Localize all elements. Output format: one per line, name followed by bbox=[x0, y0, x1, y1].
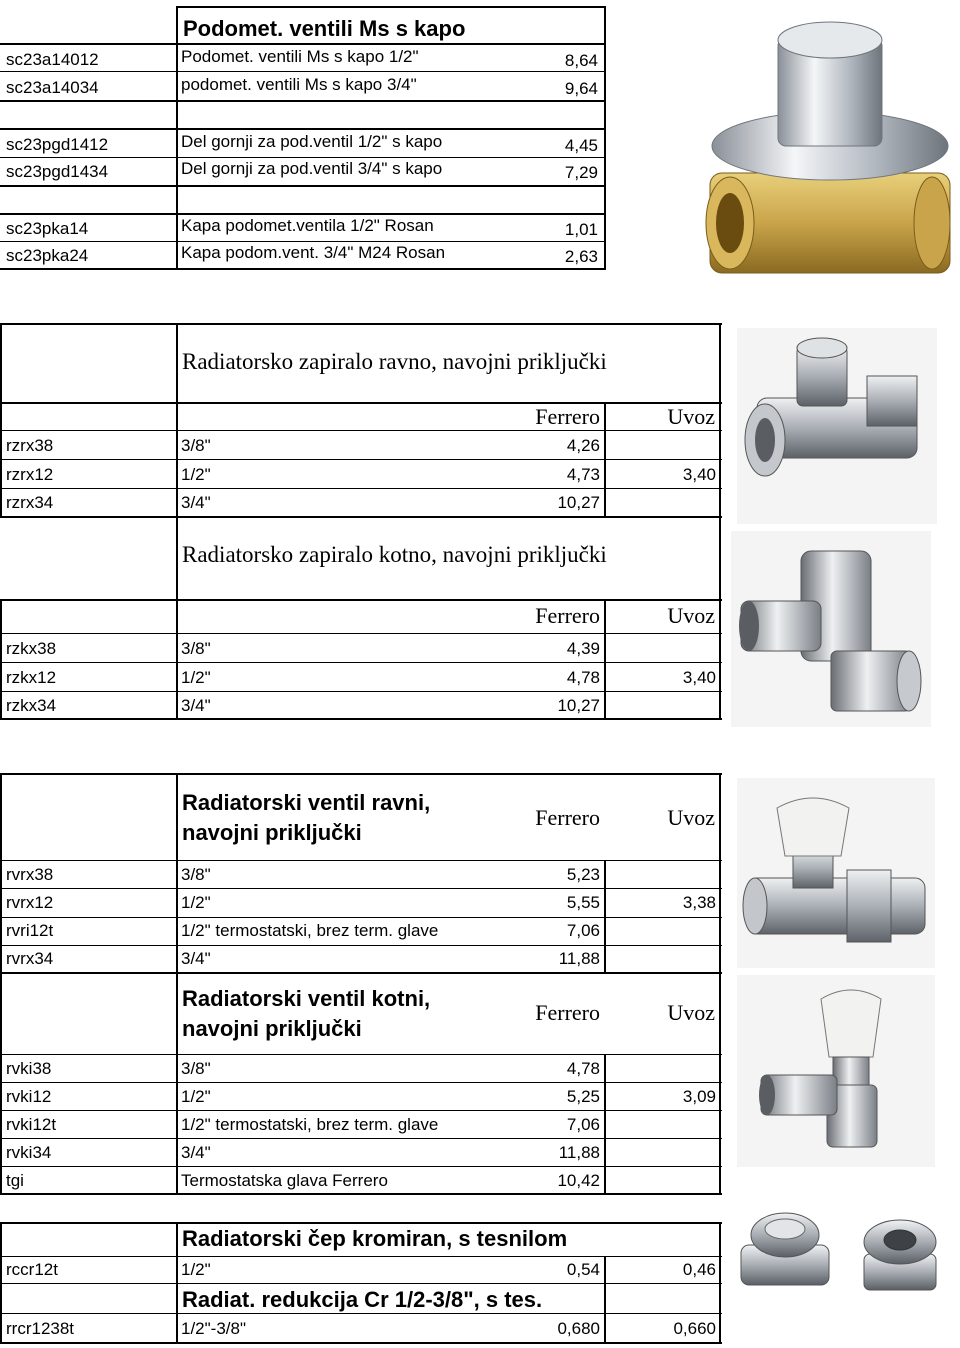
product-code: rvki38 bbox=[6, 1059, 52, 1078]
price-ferrero: 11,88 bbox=[558, 949, 600, 968]
concealed-valve-with-cap-image bbox=[700, 8, 960, 298]
product-desc: 1/2" termostatski, brez term. glave bbox=[181, 1115, 439, 1134]
product-price: 9,64 bbox=[564, 79, 598, 98]
product-code: tgi bbox=[6, 1171, 24, 1190]
column-ferrero: Ferrero bbox=[535, 603, 600, 628]
product-code: rvrx12 bbox=[6, 893, 54, 912]
product-price: 7,29 bbox=[564, 163, 598, 182]
column-ferrero: Ferrero bbox=[535, 805, 600, 830]
block4-title-line2: navojni priključki bbox=[182, 820, 362, 845]
angle-radiator-lockshield-image bbox=[731, 531, 931, 727]
block5-title-line1: Radiatorski ventil kotni, bbox=[182, 986, 431, 1011]
product-code: sc23pgd1412 bbox=[6, 135, 109, 154]
price-uvoz: 3,09 bbox=[682, 1087, 716, 1106]
column-ferrero: Ferrero bbox=[535, 404, 600, 429]
product-desc: 3/4" bbox=[181, 493, 211, 512]
product-code: rzkx12 bbox=[6, 668, 57, 687]
product-desc: 3/8" bbox=[181, 1059, 211, 1078]
radiator-plug-image bbox=[735, 1205, 835, 1295]
product-code: rvrx34 bbox=[6, 949, 54, 968]
angle-radiator-valve-image bbox=[737, 975, 935, 1167]
price-ferrero: 5,25 bbox=[566, 1087, 600, 1106]
straight-radiator-lockshield-image bbox=[737, 328, 937, 524]
price-uvoz: 0,46 bbox=[682, 1260, 716, 1279]
column-ferrero: Ferrero bbox=[535, 1000, 600, 1025]
product-code: rvki12 bbox=[6, 1087, 52, 1106]
product-code: sc23a14012 bbox=[6, 50, 99, 69]
product-code: sc23pka14 bbox=[6, 219, 89, 238]
block6-title: Radiatorski čep kromiran, s tesnilom bbox=[182, 1226, 568, 1251]
product-desc: 1/2" termostatski, brez term. glave bbox=[181, 921, 439, 940]
product-desc: Kapa podom.vent. 3/4" M24 Rosan bbox=[181, 243, 446, 262]
product-code: rzrx12 bbox=[6, 465, 54, 484]
price-ferrero: 10,27 bbox=[557, 493, 600, 512]
product-code: sc23pgd1434 bbox=[6, 162, 109, 181]
product-code: rzkx38 bbox=[6, 639, 57, 658]
product-price: 1,01 bbox=[564, 220, 598, 239]
price-ferrero: 4,78 bbox=[566, 668, 600, 687]
product-desc: 3/4" bbox=[181, 1143, 211, 1162]
price-ferrero: 4,78 bbox=[566, 1059, 600, 1078]
price-uvoz: 3,38 bbox=[682, 893, 716, 912]
block5-title-line2: navojni priključki bbox=[182, 1016, 362, 1041]
block6-title2: Radiat. redukcija Cr 1/2-3/8", s tes. bbox=[182, 1287, 543, 1312]
product-code: rccr12t bbox=[6, 1260, 58, 1279]
price-ferrero: 11,88 bbox=[558, 1143, 600, 1162]
product-desc: 1/2" bbox=[181, 1087, 211, 1106]
product-desc: 1/2" bbox=[181, 893, 211, 912]
price-ferrero: 5,23 bbox=[566, 865, 600, 884]
product-code: rvki12t bbox=[6, 1115, 57, 1134]
product-desc: 1/2"-3/8" bbox=[181, 1319, 246, 1338]
product-price: 2,63 bbox=[564, 247, 598, 266]
block1-title: Podomet. ventili Ms s kapo bbox=[183, 16, 466, 41]
price-ferrero: 0,680 bbox=[557, 1319, 600, 1338]
product-code: rzrx38 bbox=[6, 436, 54, 455]
product-desc: Podomet. ventili Ms s kapo 1/2" bbox=[181, 47, 419, 66]
product-desc: 3/8" bbox=[181, 639, 211, 658]
product-desc: Del gornji za pod.ventil 3/4" s kapo bbox=[181, 159, 443, 178]
product-code: rzrx34 bbox=[6, 493, 54, 512]
product-code: rvrx38 bbox=[6, 865, 54, 884]
product-code: sc23a14034 bbox=[6, 78, 99, 97]
product-desc: 3/8" bbox=[181, 865, 211, 884]
product-code: rrcr1238t bbox=[6, 1319, 75, 1338]
product-desc: 1/2" bbox=[181, 668, 211, 687]
price-ferrero: 4,26 bbox=[566, 436, 600, 455]
price-uvoz: 3,40 bbox=[682, 668, 716, 687]
product-code: sc23pka24 bbox=[6, 246, 89, 265]
product-code: rzkx34 bbox=[6, 696, 57, 715]
price-ferrero: 4,73 bbox=[566, 465, 600, 484]
product-price: 4,45 bbox=[564, 136, 598, 155]
product-desc: 1/2" bbox=[181, 465, 211, 484]
product-desc: 3/4" bbox=[181, 949, 211, 968]
block3-title: Radiatorsko zapiralo kotno, navojni priključki bbox=[182, 542, 607, 567]
product-desc: 1/2" bbox=[181, 1260, 211, 1279]
price-ferrero: 10,42 bbox=[557, 1171, 600, 1190]
product-code: rvki34 bbox=[6, 1143, 52, 1162]
column-uvoz: Uvoz bbox=[667, 1000, 715, 1025]
column-uvoz: Uvoz bbox=[667, 404, 715, 429]
price-ferrero: 5,55 bbox=[566, 893, 600, 912]
price-ferrero: 10,27 bbox=[557, 696, 600, 715]
column-uvoz: Uvoz bbox=[667, 805, 715, 830]
price-ferrero: 4,39 bbox=[566, 639, 600, 658]
product-code: rvri12t bbox=[6, 921, 54, 940]
product-desc: 3/8" bbox=[181, 436, 211, 455]
price-ferrero: 7,06 bbox=[566, 1115, 600, 1134]
block2-title: Radiatorsko zapiralo ravno, navojni priključki bbox=[182, 349, 607, 374]
product-desc: Kapa podomet.ventila 1/2" Rosan bbox=[181, 216, 434, 235]
price-uvoz: 0,660 bbox=[673, 1319, 716, 1338]
straight-radiator-valve-image bbox=[737, 778, 935, 968]
product-desc: Termostatska glava Ferrero bbox=[181, 1171, 388, 1190]
product-price: 8,64 bbox=[564, 51, 598, 70]
product-desc: podomet. ventili Ms s kapo 3/4" bbox=[181, 75, 417, 94]
product-desc: 3/4" bbox=[181, 696, 211, 715]
product-desc: Del gornji za pod.ventil 1/2" s kapo bbox=[181, 132, 443, 151]
column-uvoz: Uvoz bbox=[667, 603, 715, 628]
price-ferrero: 7,06 bbox=[566, 921, 600, 940]
radiator-reducer-image bbox=[850, 1210, 950, 1298]
block4-title-line1: Radiatorski ventil ravni, bbox=[182, 790, 431, 815]
price-uvoz: 3,40 bbox=[682, 465, 716, 484]
price-ferrero: 0,54 bbox=[566, 1260, 600, 1279]
